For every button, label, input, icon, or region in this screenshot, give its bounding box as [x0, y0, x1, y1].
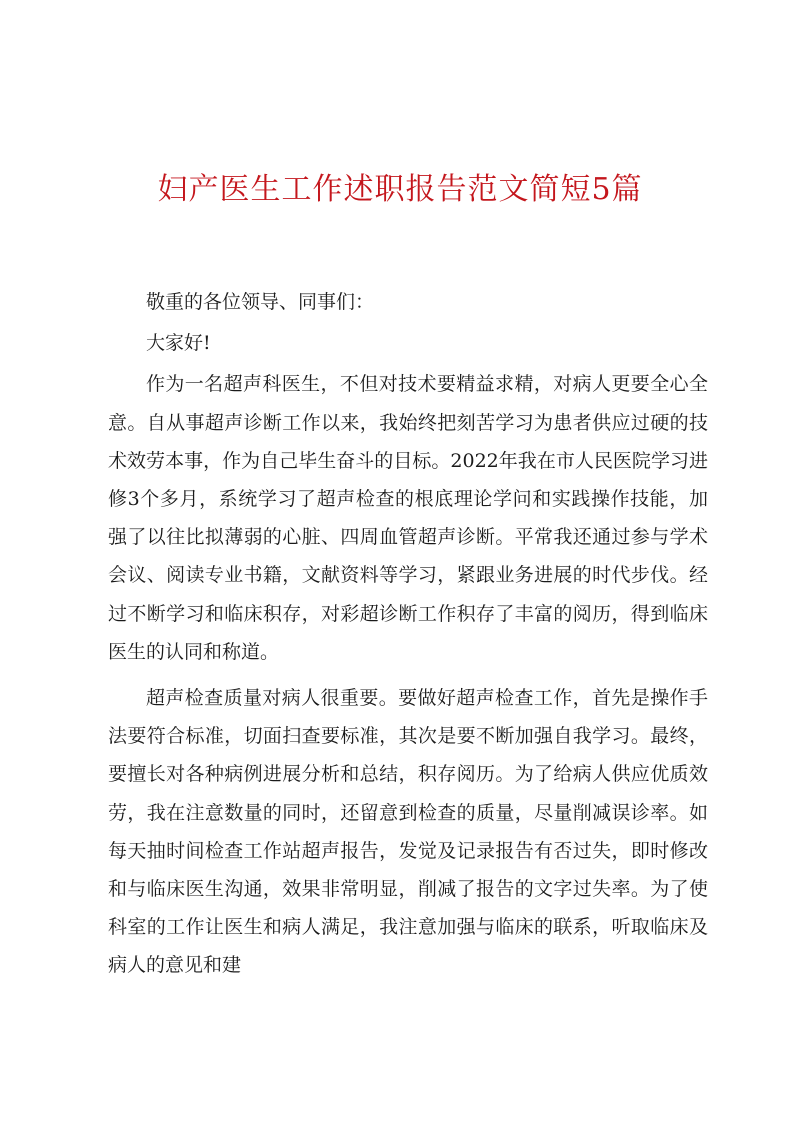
greeting: 大家好!	[146, 332, 211, 355]
document-title: 妇产医生工作述职报告范文简短5篇	[157, 172, 643, 207]
salutation: 敬重的各位领导、同事们：	[146, 291, 375, 313]
document-body	[108, 283, 708, 993]
paragraph: 超声检查质量对病人很重要。要做好超声检查工作，首先是操作手法要符合标准，切面扫查要标准，其次是要不断加强自我学习。最终，要擅长对各种病例进展分析和总结，积存阅历。为了给病人供应优质效劳，我在注意数量的同时，还留意到检查的质量，尽量削减误诊率。如每天抽时间检查工作站超声报告，发觉及记录报告有否过失，即时修改和与临床医生沟通，效果非常明显，削减了报告的文字过失率。为了使科室的工作让医生和病人满足，我注意加强与临床的联系，听取临床及病人的意见和建	[108, 687, 708, 977]
paragraph: 作为一名超声科医生，不但对技术要精益求精，对病人更要全心全意。自从事超声诊断工作以来，我始终把刻苦学习为患者供应过硬的技术效劳本事，作为自己毕生奋斗的目标。2022年我在市人民医院学习进修3个多月，系统学习了超声检查的根底理论学问和实践操作技能，加强了以往比拟薄弱的心脏、四周血管超声诊断。平常我还通过参与学术会议、阅读专业书籍，文献资料等学习，紧跟业务进展的时代步伐。经过不断学习和临床积存，对彩超诊断工作积存了丰富的阅历，得到临床医生的认同和称道。	[108, 373, 708, 663]
